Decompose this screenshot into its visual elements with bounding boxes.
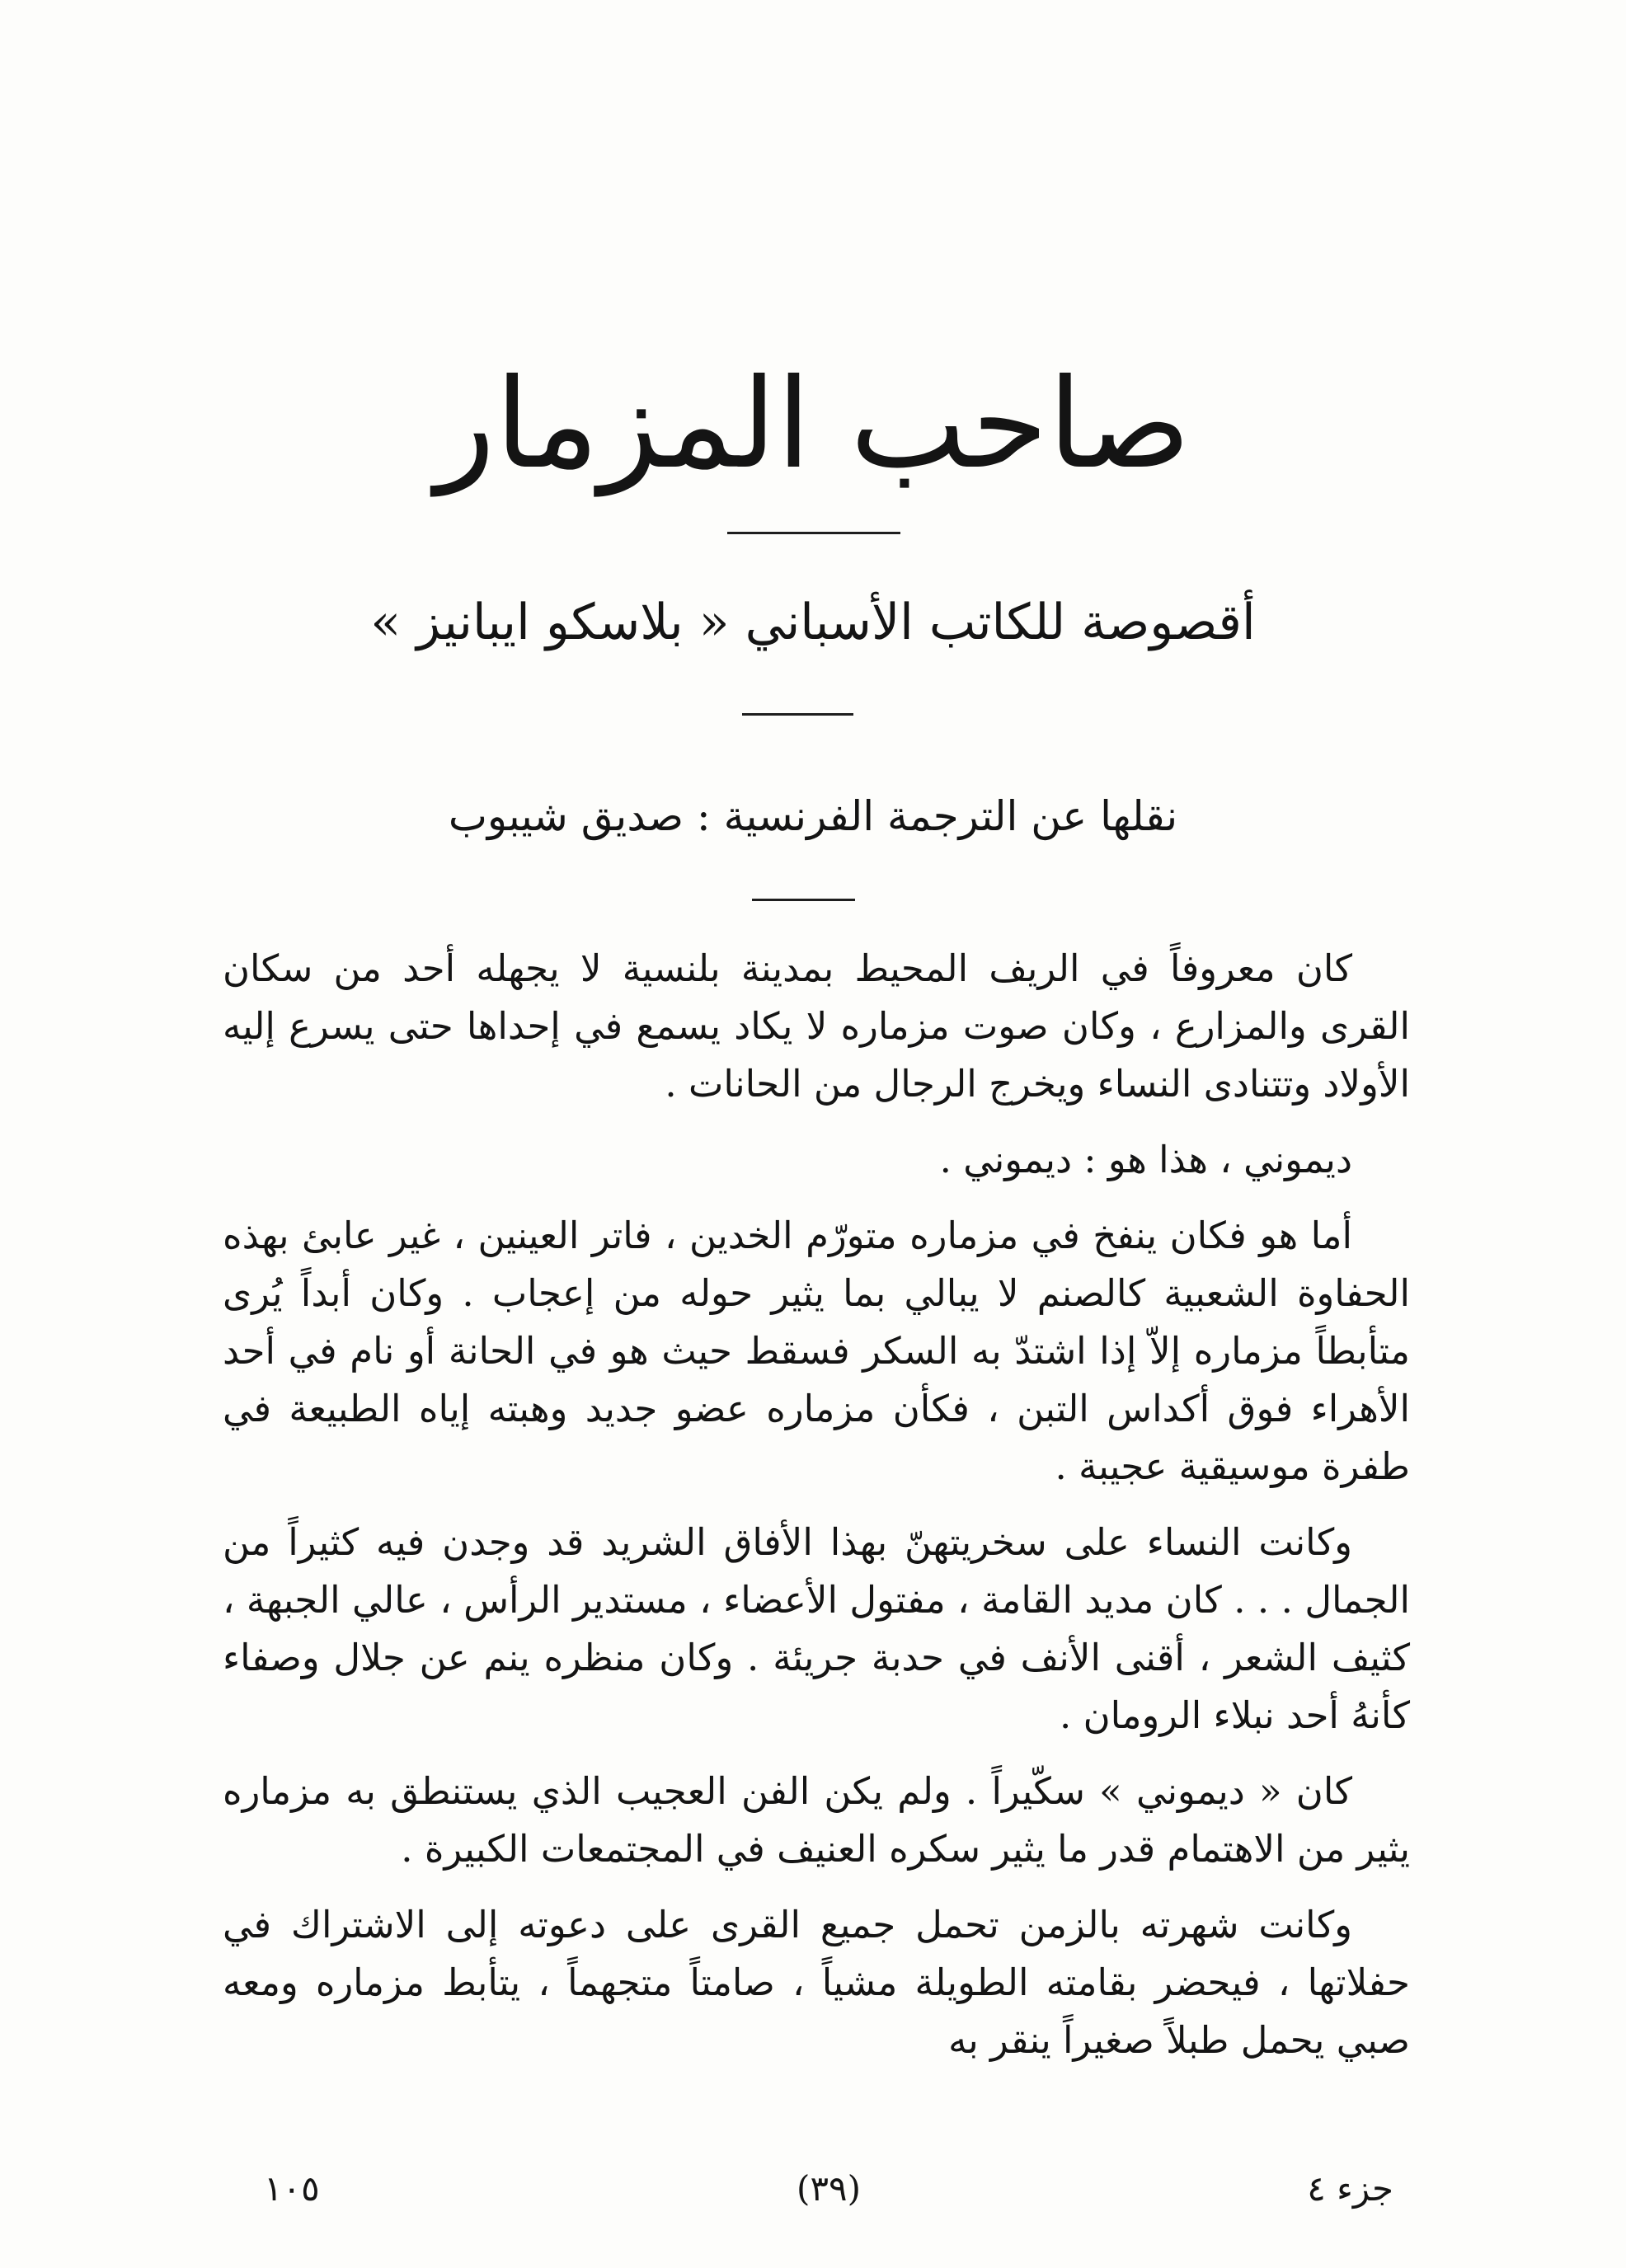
body-paragraph: أما هو فكان ينفخ في مزماره متورّم الخدين ، فاتر العينين ، غير عابئ بهذه الحفاوة الشعبية كالصنم لا يبالي بما يثير حوله من إعجاب . وكان أبداً يُرى متأبطاً مزماره إلاّ إذا اشتدّ به السكر فسقط حيث هو في الحانة أو نام في أحد الأهراء فوق أكداس التبن ، فكأن مزماره عضو جديد وهبته إياه الطبيعة في طفرة موسيقية عجيبة . — [223, 1214, 1410, 1488]
body-paragraph: وكانت شهرته بالزمن تحمل جميع القرى على دعوته إلى الاشتراك في حفلاتها ، فيحضر بقامته الطويلة مشياً ، صامتاً متجهماً ، يتأبط مزماره ومعه صبي يحمل طبلاً صغيراً ينقر به — [223, 1903, 1410, 2062]
story-body — [223, 940, 1410, 2087]
translator-divider — [752, 899, 855, 901]
subtitle-divider — [742, 713, 853, 716]
body-paragraph: وكانت النساء على سخريتهنّ بهذا الأفاق الشريد قد وجدن فيه كثيراً من الجمال . . . كان مديد القامة ، مفتول الأعضاء ، مستدير الرأس ، عالي الجبهة ، كثيف الشعر ، أقنى الأنف في حدبة جريئة . وكان منظره ينم عن جلال وصفاء كأنهُ أحد نبلاء الرومان . — [223, 1520, 1410, 1737]
body-paragraph: ديموني ، هذا هو : ديموني . — [939, 1138, 1352, 1181]
sequence-number: (٣٩) — [797, 2168, 861, 2209]
translator-credit: نقلها عن الترجمة الفرنسية : صديق شيبوب — [448, 792, 1178, 840]
page-title: صاحب المزمار — [435, 353, 1191, 496]
page-footer — [264, 2164, 1393, 2214]
story-subtitle: أقصوصة للكاتب الأسباني « بلاسكو ايبانيز » — [370, 594, 1256, 651]
body-paragraph: كان « ديموني » سكّيراً . ولم يكن الفن العجيب الذي يستنطق به مزماره يثير من الاهتمام قدر ما يثير سكره العنيف في المجتمعات الكبيرة . — [223, 1769, 1410, 1871]
part-label: جزء ٤ — [1307, 2168, 1393, 2209]
page-number: ١٠٥ — [264, 2168, 320, 2209]
title-divider — [727, 532, 900, 534]
body-paragraph: كان معروفاً في الريف المحيط بمدينة بلنسية لا يجهله أحد من سكان القرى والمزارع ، وكان صوت مزماره لا يكاد يسمع في إحداها حتى يسرع إليه الأولاد وتتنادى النساء ويخرج الرجال من الحانات . — [223, 946, 1410, 1106]
